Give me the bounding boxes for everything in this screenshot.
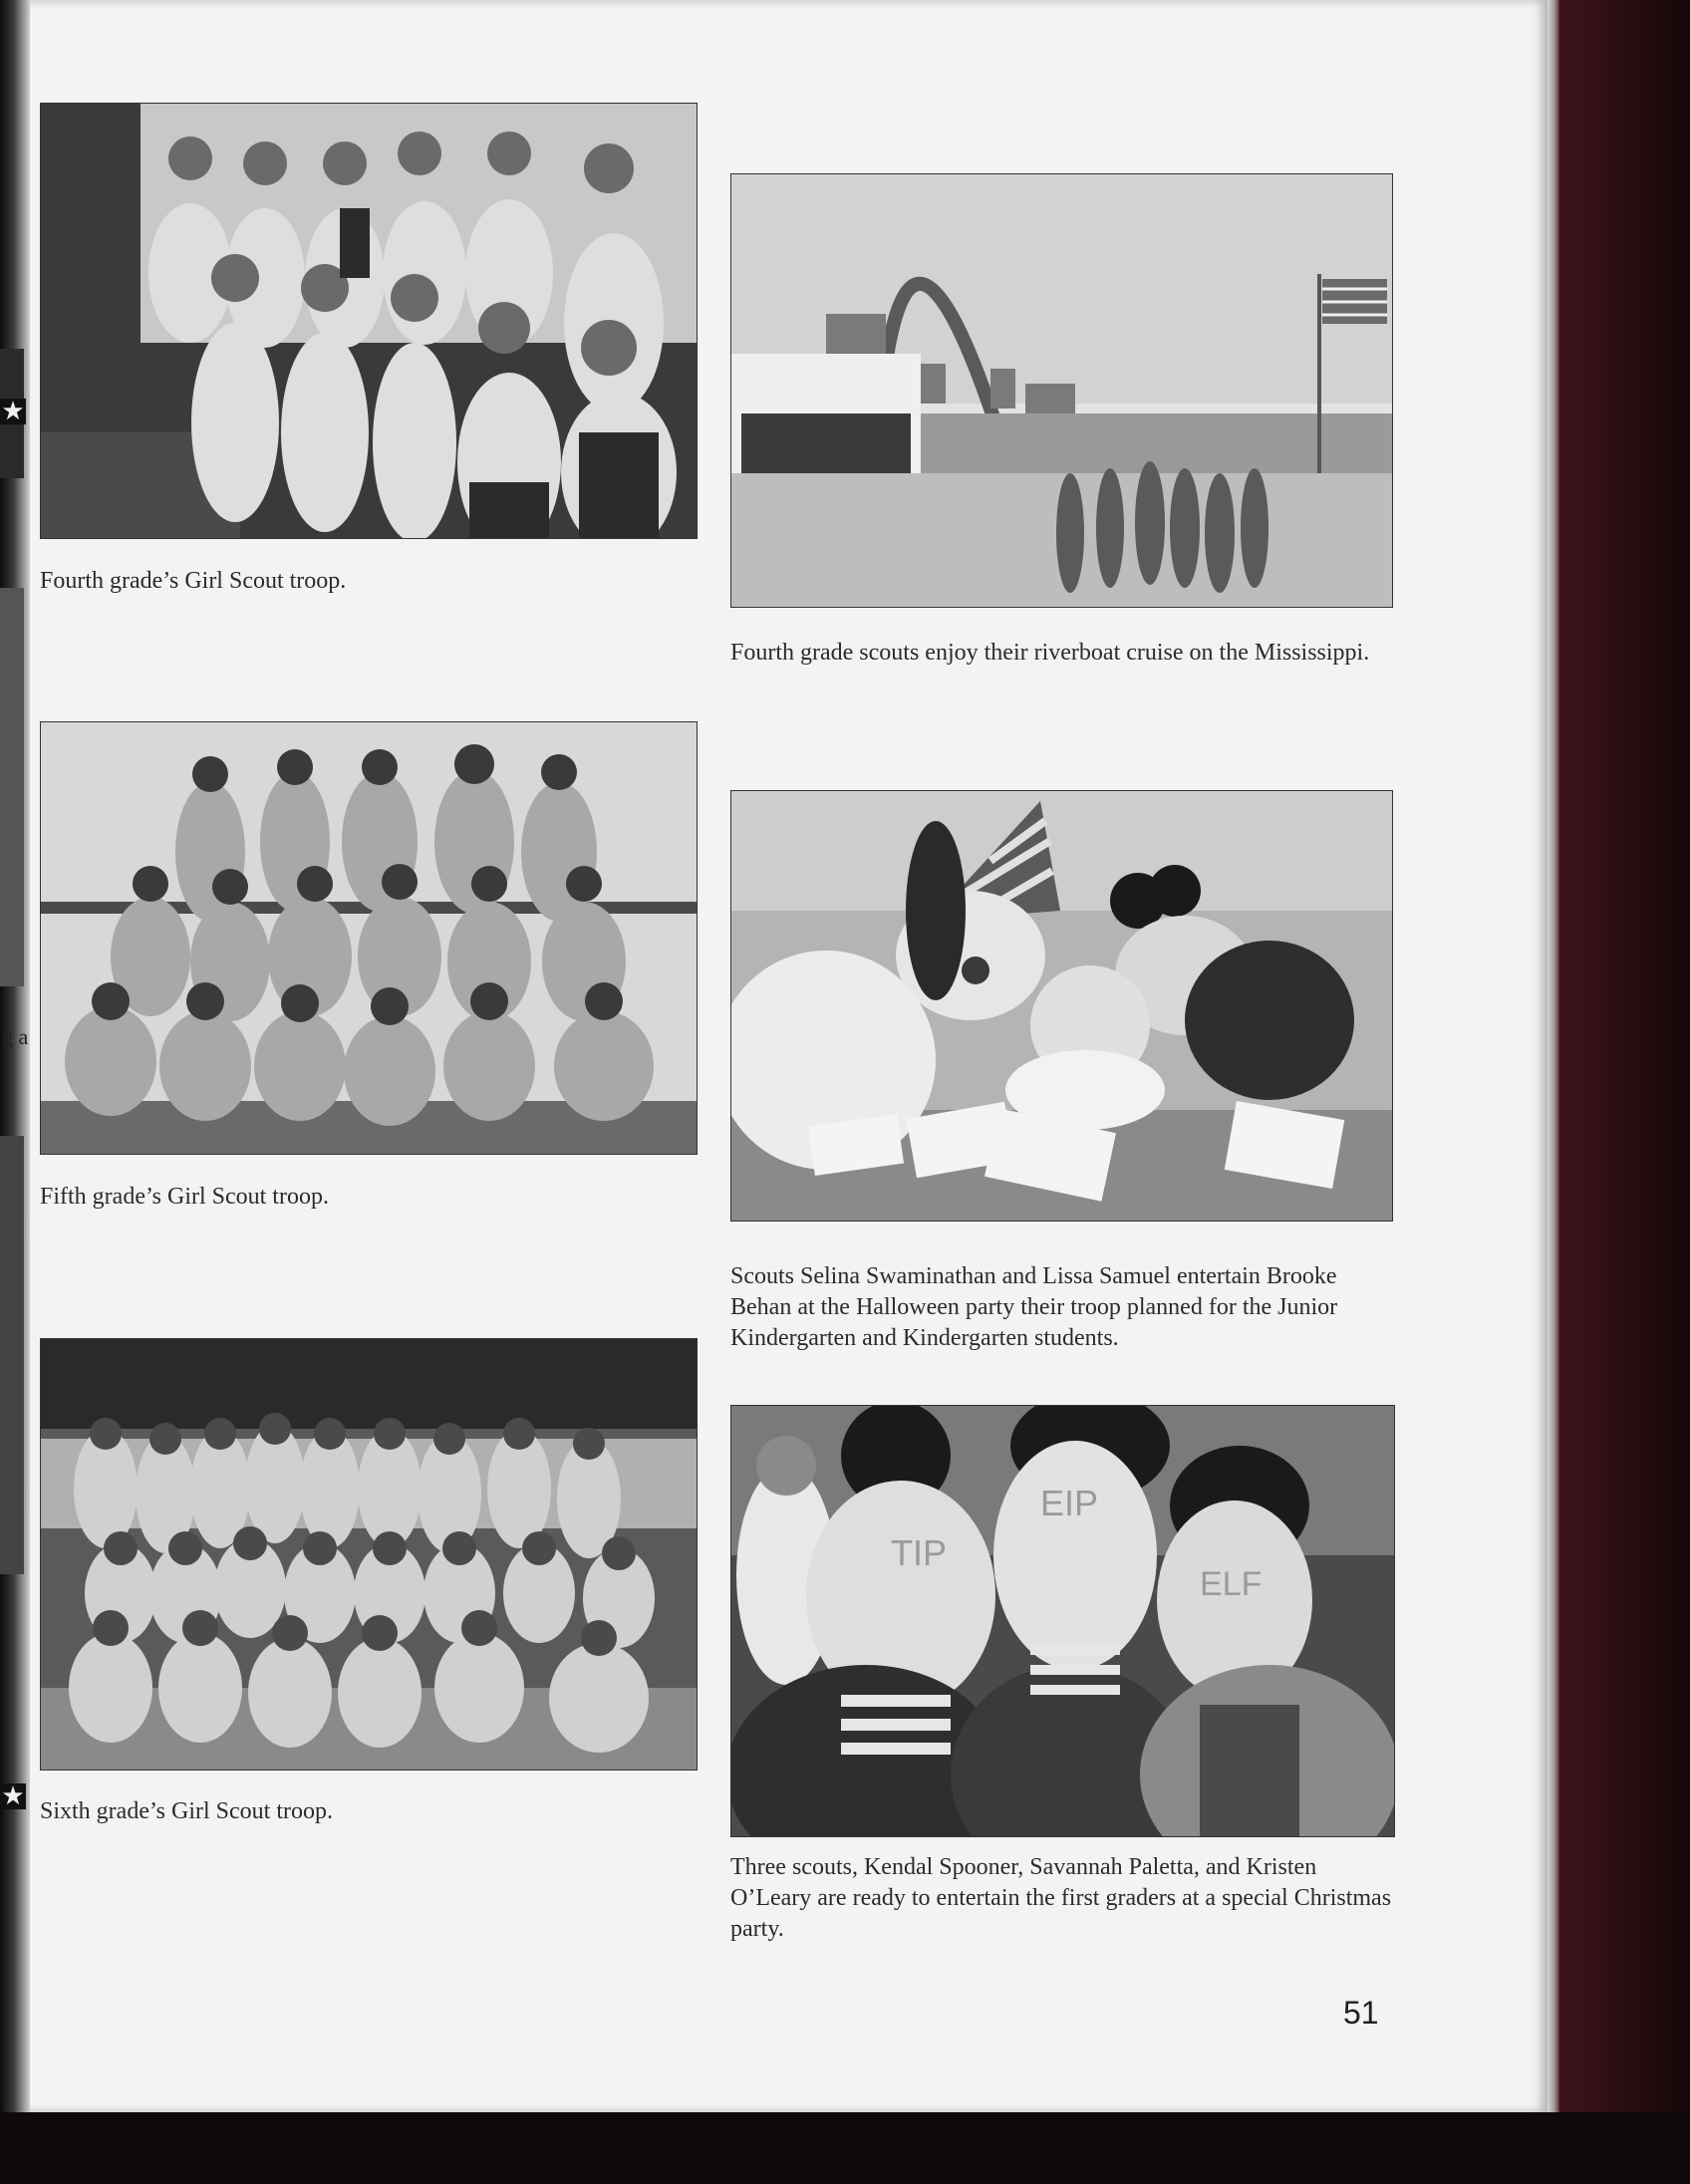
fourth-grade-troop-caption: Fourth grade’s Girl Scout troop. [40, 568, 347, 594]
christmas-party-caption: Three scouts, Kendal Spooner, Savannah Paletta, and Kristen O’Leary are ready to entertain the first graders at a special Christmas party. [730, 1854, 1392, 1942]
group-photo-illustration [41, 722, 697, 1154]
face-paint-text: ELF [1200, 1565, 1263, 1603]
riverboat-cruise-photo [730, 173, 1393, 608]
riverboat-cruise-caption: Fourth grade scouts enjoy their riverboat cruise on the Mississippi. [730, 640, 1370, 666]
fifth-grade-troop-photo [40, 721, 698, 1155]
sixth-grade-troop-caption: Sixth grade’s Girl Scout troop. [40, 1798, 333, 1824]
fifth-grade-troop-caption: Fifth grade’s Girl Scout troop. [40, 1184, 329, 1210]
star-icon: ★ [1, 397, 25, 425]
group-photo-illustration [41, 1339, 697, 1770]
facing-page-text-fragment: g a [2, 1024, 29, 1049]
face-paint-text: TIP [891, 1532, 948, 1573]
group-photo-illustration [41, 104, 697, 538]
fourth-grade-troop-photo [40, 103, 698, 539]
scan-bottom-edge [0, 2112, 1690, 2184]
star-icon: ★ [1, 1781, 25, 1810]
halloween-illustration [731, 791, 1392, 1221]
christmas-illustration [731, 1406, 1394, 1836]
christmas-party-photo [730, 1405, 1395, 1837]
page-edge [1548, 0, 1559, 2112]
face-paint-text: EIP [1040, 1483, 1099, 1523]
halloween-party-caption: Scouts Selina Swaminathan and Lissa Samuel entertain Brooke Behan at the Halloween party their troop planned for the Junior Kindergarten and Kindergarten students. [730, 1263, 1338, 1351]
sixth-grade-troop-photo [40, 1338, 698, 1771]
halloween-party-photo [730, 790, 1393, 1222]
riverboat-illustration [731, 174, 1392, 607]
page-number: 51 [1343, 1995, 1379, 2031]
facing-page-photo-edge [0, 1136, 24, 1574]
facing-page-photo-edge [0, 588, 24, 986]
